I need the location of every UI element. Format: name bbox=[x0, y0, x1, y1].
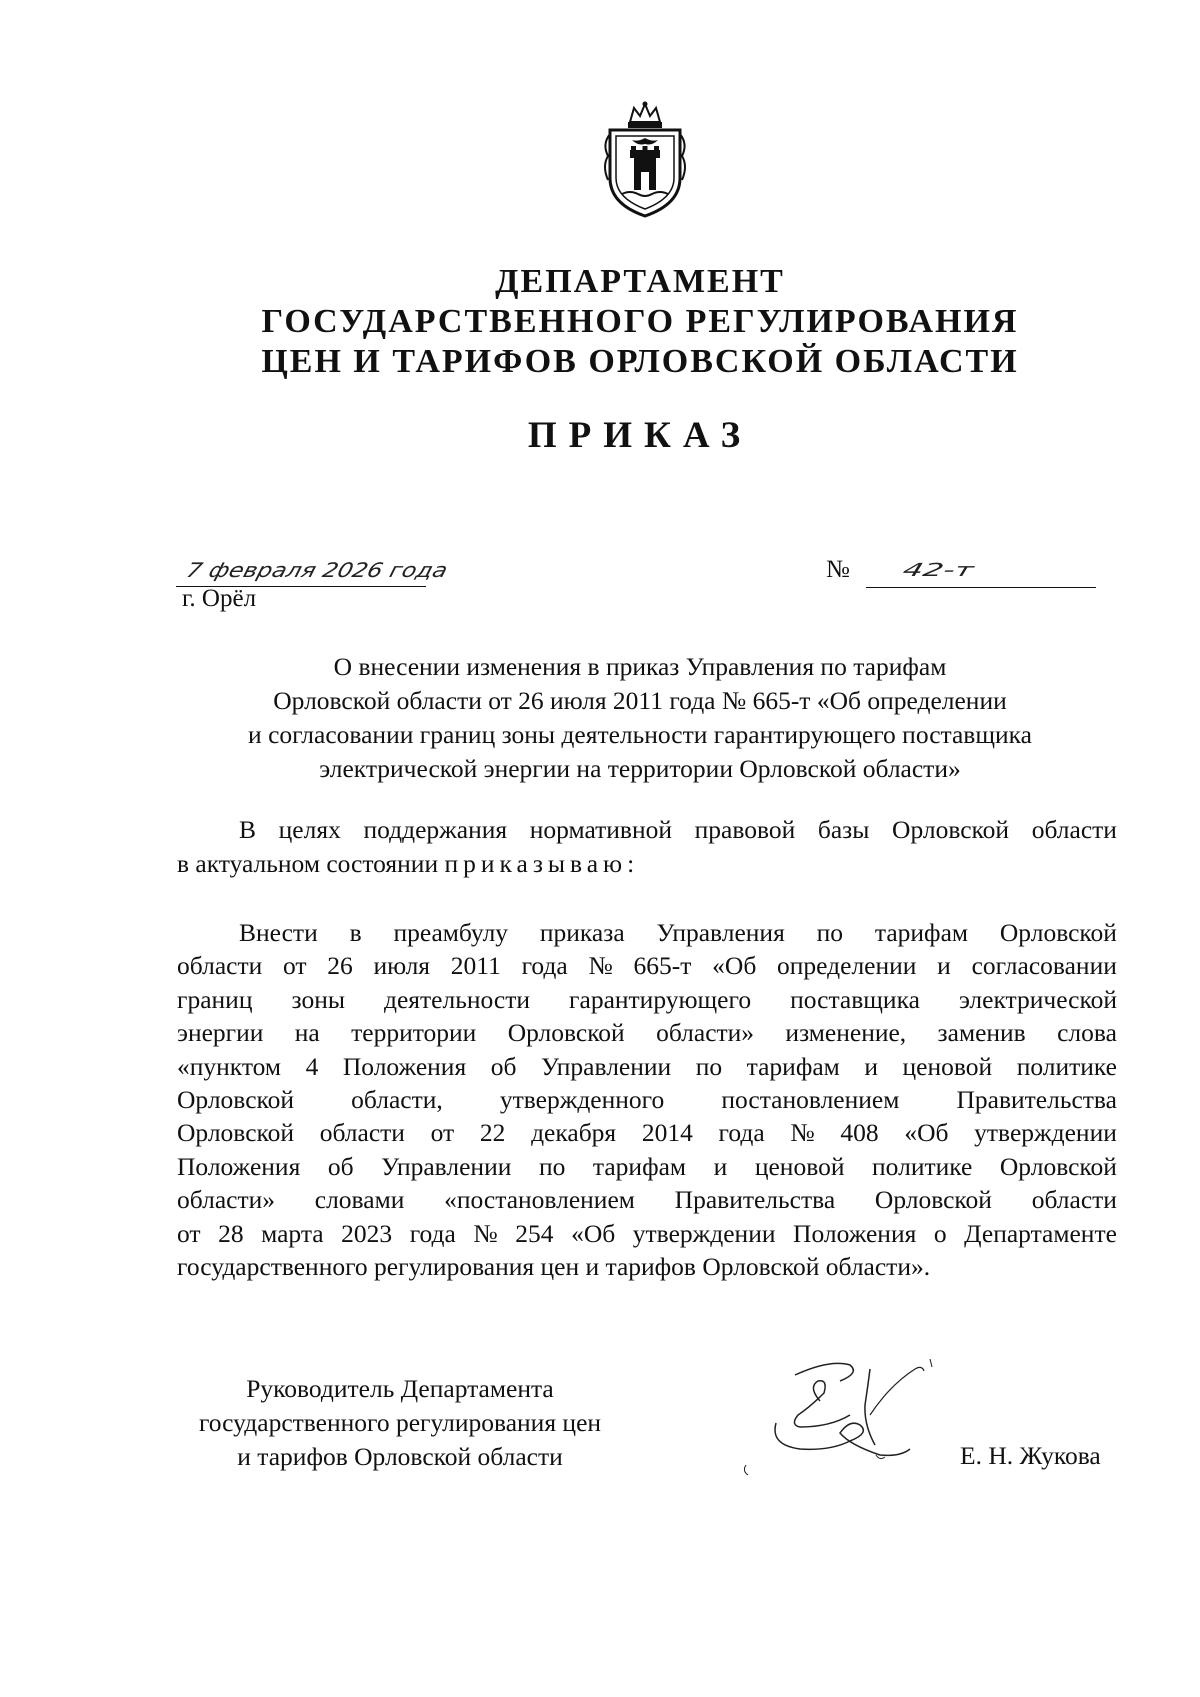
order-body-line bbox=[177, 1150, 1117, 1183]
word: Орловской bbox=[892, 815, 1010, 844]
word: деятельности bbox=[384, 984, 530, 1014]
handwritten-date-text: 7 февраля 2026 года bbox=[183, 558, 413, 582]
word: 2023 bbox=[341, 1218, 393, 1248]
word: Внести bbox=[239, 918, 318, 947]
number-label: № bbox=[826, 556, 850, 583]
word: 2014 bbox=[641, 1118, 693, 1148]
word: целях bbox=[278, 815, 341, 844]
word: года bbox=[718, 1118, 765, 1148]
word: области, bbox=[351, 1084, 443, 1114]
order-body-line bbox=[177, 916, 1117, 949]
handwritten-signature-icon bbox=[700, 1345, 950, 1485]
word: «Об bbox=[571, 1218, 616, 1248]
word: Орловской bbox=[507, 1018, 625, 1048]
word: утвержденного bbox=[499, 1084, 665, 1114]
word: Положения bbox=[793, 1218, 917, 1248]
word: «Об bbox=[712, 951, 757, 981]
word: политике bbox=[872, 1151, 973, 1181]
word: об bbox=[327, 1151, 354, 1181]
preamble-text: в актуальном состоянии bbox=[177, 849, 439, 878]
order-keyword: приказываю: bbox=[444, 849, 640, 878]
city-label: г. Орёл bbox=[182, 585, 257, 612]
word: нормативной bbox=[529, 815, 673, 844]
org-title-line-3: ЦЕН И ТАРИФОВ ОРЛОВСКОЙ ОБЛАСТИ bbox=[261, 343, 1019, 380]
handwritten-number bbox=[900, 556, 995, 584]
word: изменение, bbox=[785, 1018, 907, 1048]
word: слова bbox=[1057, 1018, 1117, 1048]
word: постановлением bbox=[721, 1084, 900, 1114]
word: 254 bbox=[515, 1218, 554, 1248]
document-subject bbox=[160, 650, 1120, 786]
word: приказа bbox=[539, 918, 625, 947]
word: на bbox=[294, 1018, 320, 1048]
order-body-line bbox=[177, 1016, 1117, 1049]
signatory-title-line: Руководитель Департамента bbox=[246, 1374, 554, 1403]
signatory-title bbox=[160, 1372, 640, 1474]
word: области bbox=[177, 951, 263, 981]
word: Положения bbox=[342, 1051, 467, 1081]
word: «пунктом bbox=[177, 1051, 282, 1081]
word: от bbox=[430, 1118, 455, 1148]
word: тарифам bbox=[592, 1151, 687, 1181]
word: Орловской bbox=[999, 918, 1117, 947]
handwritten-date bbox=[183, 552, 470, 586]
word: правовой bbox=[694, 815, 796, 844]
word: Правительства bbox=[674, 1185, 836, 1215]
order-body-line bbox=[177, 949, 1117, 982]
word: области» bbox=[656, 1018, 755, 1048]
order-body-line bbox=[177, 1217, 1117, 1250]
word: тарифам bbox=[874, 918, 969, 947]
word: преамбулу bbox=[393, 918, 509, 947]
word: ценовой bbox=[902, 1051, 993, 1081]
word: Управлении bbox=[540, 1051, 672, 1081]
word: 26 bbox=[327, 951, 353, 981]
word: Управлении bbox=[381, 1151, 512, 1181]
word: поддержания bbox=[363, 815, 508, 844]
coat-of-arms-icon bbox=[600, 100, 690, 220]
order-body-line bbox=[177, 1083, 1117, 1116]
word: определении bbox=[777, 951, 917, 981]
word: по bbox=[538, 1151, 566, 1181]
word: области bbox=[1031, 815, 1117, 844]
word: словами bbox=[314, 1185, 405, 1215]
word: области bbox=[319, 1118, 405, 1148]
word: 665-т bbox=[633, 951, 692, 981]
word: июля bbox=[373, 951, 431, 981]
word: в bbox=[349, 918, 362, 947]
word: 4 bbox=[305, 1051, 319, 1081]
word: и bbox=[864, 1051, 878, 1081]
word: базы bbox=[817, 815, 870, 844]
org-title-line-1: ДЕПАРТАМЕНТ bbox=[495, 263, 785, 300]
signatory-title-line: и тарифов Орловской области bbox=[237, 1442, 563, 1471]
word: № bbox=[588, 951, 613, 981]
word: Департаменте bbox=[964, 1218, 1117, 1248]
word: 408 bbox=[840, 1118, 879, 1148]
order-body-line bbox=[177, 983, 1117, 1016]
word: 22 bbox=[479, 1118, 506, 1148]
document-type-title: ПРИКАЗ bbox=[527, 415, 753, 456]
order-body-paragraph bbox=[177, 916, 1117, 1283]
word: № bbox=[473, 1218, 498, 1248]
subject-line: Орловской области от 26 июля 2011 года № 665-т «Об определении bbox=[273, 686, 1007, 715]
subject-line: О внесении изменения в приказ Управления по тарифам bbox=[333, 652, 947, 681]
signatory-title-line: государственного регулирования цен bbox=[198, 1408, 602, 1437]
word: Орловской bbox=[874, 1185, 992, 1215]
word: и bbox=[713, 1151, 728, 1181]
preamble-line-2 bbox=[177, 847, 1117, 881]
word: о bbox=[933, 1218, 947, 1248]
word: № bbox=[790, 1118, 815, 1148]
word: политике bbox=[1016, 1051, 1117, 1081]
word: «Об bbox=[904, 1118, 949, 1148]
word: Управления bbox=[656, 918, 785, 947]
word: поставщика bbox=[790, 984, 920, 1014]
word: заменив bbox=[937, 1018, 1026, 1048]
order-body-last-text: государственного регулирования цен и тарифов Орловской области». bbox=[177, 1251, 931, 1281]
preamble-paragraph bbox=[177, 813, 1117, 881]
word: В bbox=[239, 815, 257, 844]
order-body-line bbox=[177, 1183, 1117, 1216]
word: зоны bbox=[291, 984, 345, 1014]
word: от bbox=[282, 951, 307, 981]
word: области bbox=[1031, 1185, 1117, 1215]
word: декабря bbox=[531, 1118, 617, 1148]
word: от bbox=[177, 1218, 201, 1248]
word: территории bbox=[351, 1018, 477, 1048]
word: марта bbox=[261, 1218, 324, 1248]
word: Положения bbox=[177, 1151, 301, 1181]
word: Правительства bbox=[956, 1084, 1117, 1114]
word: 2011 bbox=[450, 951, 501, 981]
word: 28 bbox=[218, 1218, 244, 1248]
organization-title bbox=[160, 262, 1120, 382]
word: Орловской bbox=[999, 1151, 1117, 1181]
word: тарифам bbox=[746, 1051, 840, 1081]
word: согласовании bbox=[971, 951, 1117, 981]
order-body-line bbox=[177, 1116, 1117, 1149]
order-body-line bbox=[177, 1050, 1117, 1083]
order-body-line bbox=[177, 1250, 1117, 1283]
word: утверждении bbox=[632, 1218, 776, 1248]
word: электрической bbox=[958, 984, 1117, 1014]
word: границ bbox=[177, 984, 253, 1014]
word: «постановлением bbox=[444, 1185, 635, 1215]
word: области» bbox=[177, 1185, 275, 1215]
word: энергии bbox=[177, 1018, 264, 1048]
word: года bbox=[409, 1218, 456, 1248]
word: и bbox=[937, 951, 951, 981]
word: гарантирующего bbox=[569, 984, 752, 1014]
word: утверждении bbox=[974, 1118, 1117, 1148]
word: об bbox=[490, 1051, 517, 1081]
word: ценовой bbox=[754, 1151, 845, 1181]
preamble-line-1 bbox=[177, 813, 1117, 847]
word: по bbox=[695, 1051, 723, 1081]
signer-name: Е. Н. Жукова bbox=[960, 1441, 1101, 1470]
org-title-line-2: ГОСУДАРСТВЕННОГО РЕГУЛИРОВАНИЯ bbox=[261, 303, 1019, 340]
word: года bbox=[521, 951, 568, 981]
subject-line: электрической энергии на территории Орловской области» bbox=[319, 754, 961, 783]
word: Орловской bbox=[177, 1118, 295, 1148]
handwritten-number-text: 42-т bbox=[900, 560, 946, 581]
subject-line: и согласовании границ зоны деятельности гарантирующего поставщика bbox=[248, 720, 1032, 749]
word: Орловской bbox=[177, 1084, 295, 1114]
word: по bbox=[816, 918, 844, 947]
